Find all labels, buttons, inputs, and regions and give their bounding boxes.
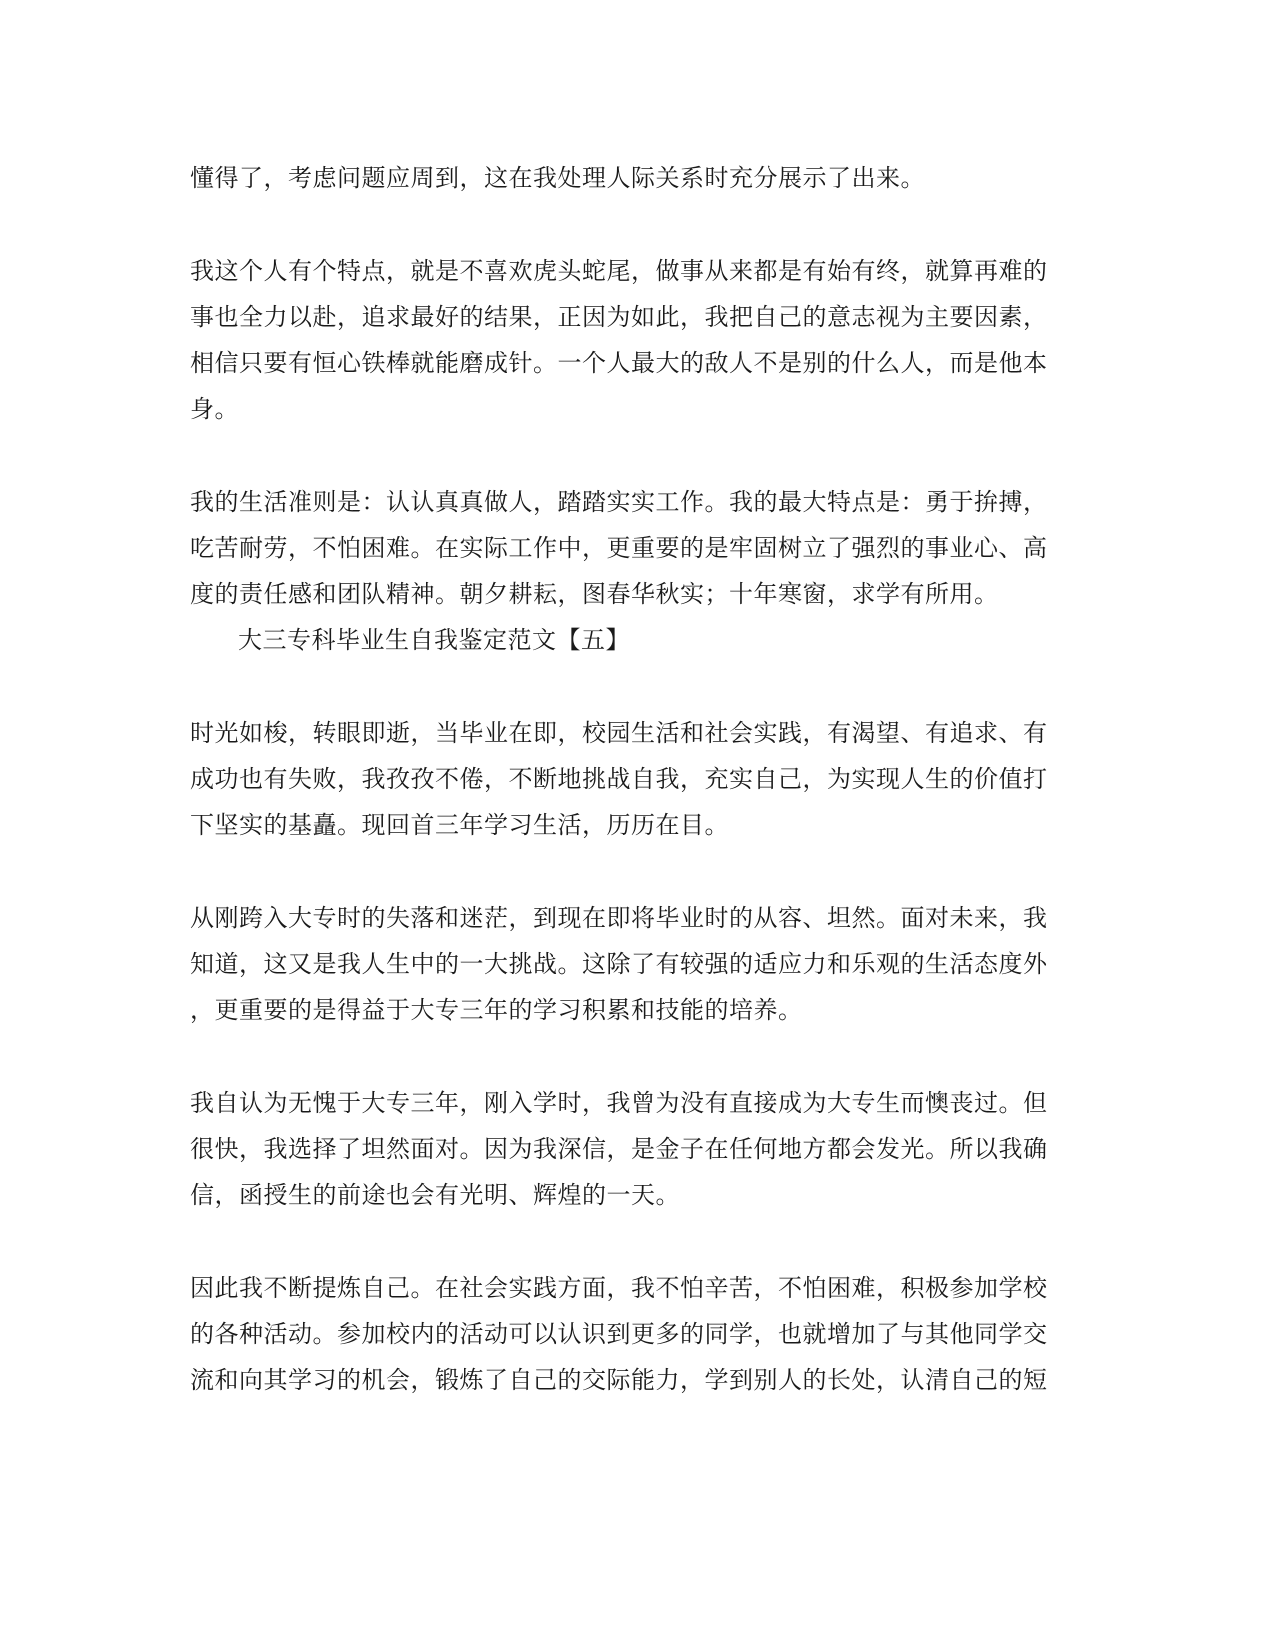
text-line: ，更重要的是得益于大专三年的学习积累和技能的培养。 xyxy=(190,996,803,1024)
text-line: 流和向其学习的机会，锻炼了自己的交际能力，学到别人的长处，认清自己的短 xyxy=(190,1366,1048,1394)
text-line: 吃苦耐劳，不怕困难。在实际工作中，更重要的是牢固树立了强烈的事业心、高 xyxy=(190,534,1048,562)
text-line: 懂得了，考虑问题应周到，这在我处理人际关系时充分展示了出来。 xyxy=(190,164,925,192)
text-line: 我的生活准则是：认认真真做人，踏踏实实工作。我的最大特点是：勇于拚搏， xyxy=(190,488,1048,516)
text-line: 下坚实的基矗。现回首三年学习生活，历历在目。 xyxy=(190,811,729,839)
text-line: 事也全力以赴，追求最好的结果，正因为如此，我把自己的意志视为主要因素， xyxy=(190,303,1048,331)
text-line: 信，函授生的前途也会有光明、辉煌的一天。 xyxy=(190,1181,680,1209)
text-line: 很快，我选择了坦然面对。因为我深信，是金子在任何地方都会发光。所以我确 xyxy=(190,1135,1048,1163)
text-line: 时光如梭，转眼即逝，当毕业在即，校园生活和社会实践，有渴望、有追求、有 xyxy=(190,719,1048,747)
text-line: 的各种活动。参加校内的活动可以认识到更多的同学，也就增加了与其他同学交 xyxy=(190,1320,1048,1348)
text-line: 知道，这又是我人生中的一大挑战。这除了有较强的适应力和乐观的生活态度外 xyxy=(190,950,1048,978)
text-line: 我自认为无愧于大专三年，刚入学时，我曾为没有直接成为大专生而懊丧过。但 xyxy=(190,1089,1048,1117)
section-heading: 大三专科毕业生自我鉴定范文【五】 xyxy=(238,626,630,654)
text-line: 我这个人有个特点，就是不喜欢虎头蛇尾，做事从来都是有始有终，就算再难的 xyxy=(190,257,1048,285)
text-line: 成功也有失败，我孜孜不倦，不断地挑战自我，充实自己，为实现人生的价值打 xyxy=(190,765,1048,793)
text-line: 因此我不断提炼自己。在社会实践方面，我不怕辛苦，不怕困难，积极参加学校 xyxy=(190,1274,1048,1302)
text-line: 相信只要有恒心铁棒就能磨成针。一个人最大的敌人不是别的什么人，而是他本 xyxy=(190,349,1048,377)
text-line: 身。 xyxy=(190,395,239,423)
text-line: 度的责任感和团队精神。朝夕耕耘，图春华秋实；十年寒窗，求学有所用。 xyxy=(190,580,999,608)
text-line: 从刚跨入大专时的失落和迷茫，到现在即将毕业时的从容、坦然。面对未来，我 xyxy=(190,904,1048,932)
